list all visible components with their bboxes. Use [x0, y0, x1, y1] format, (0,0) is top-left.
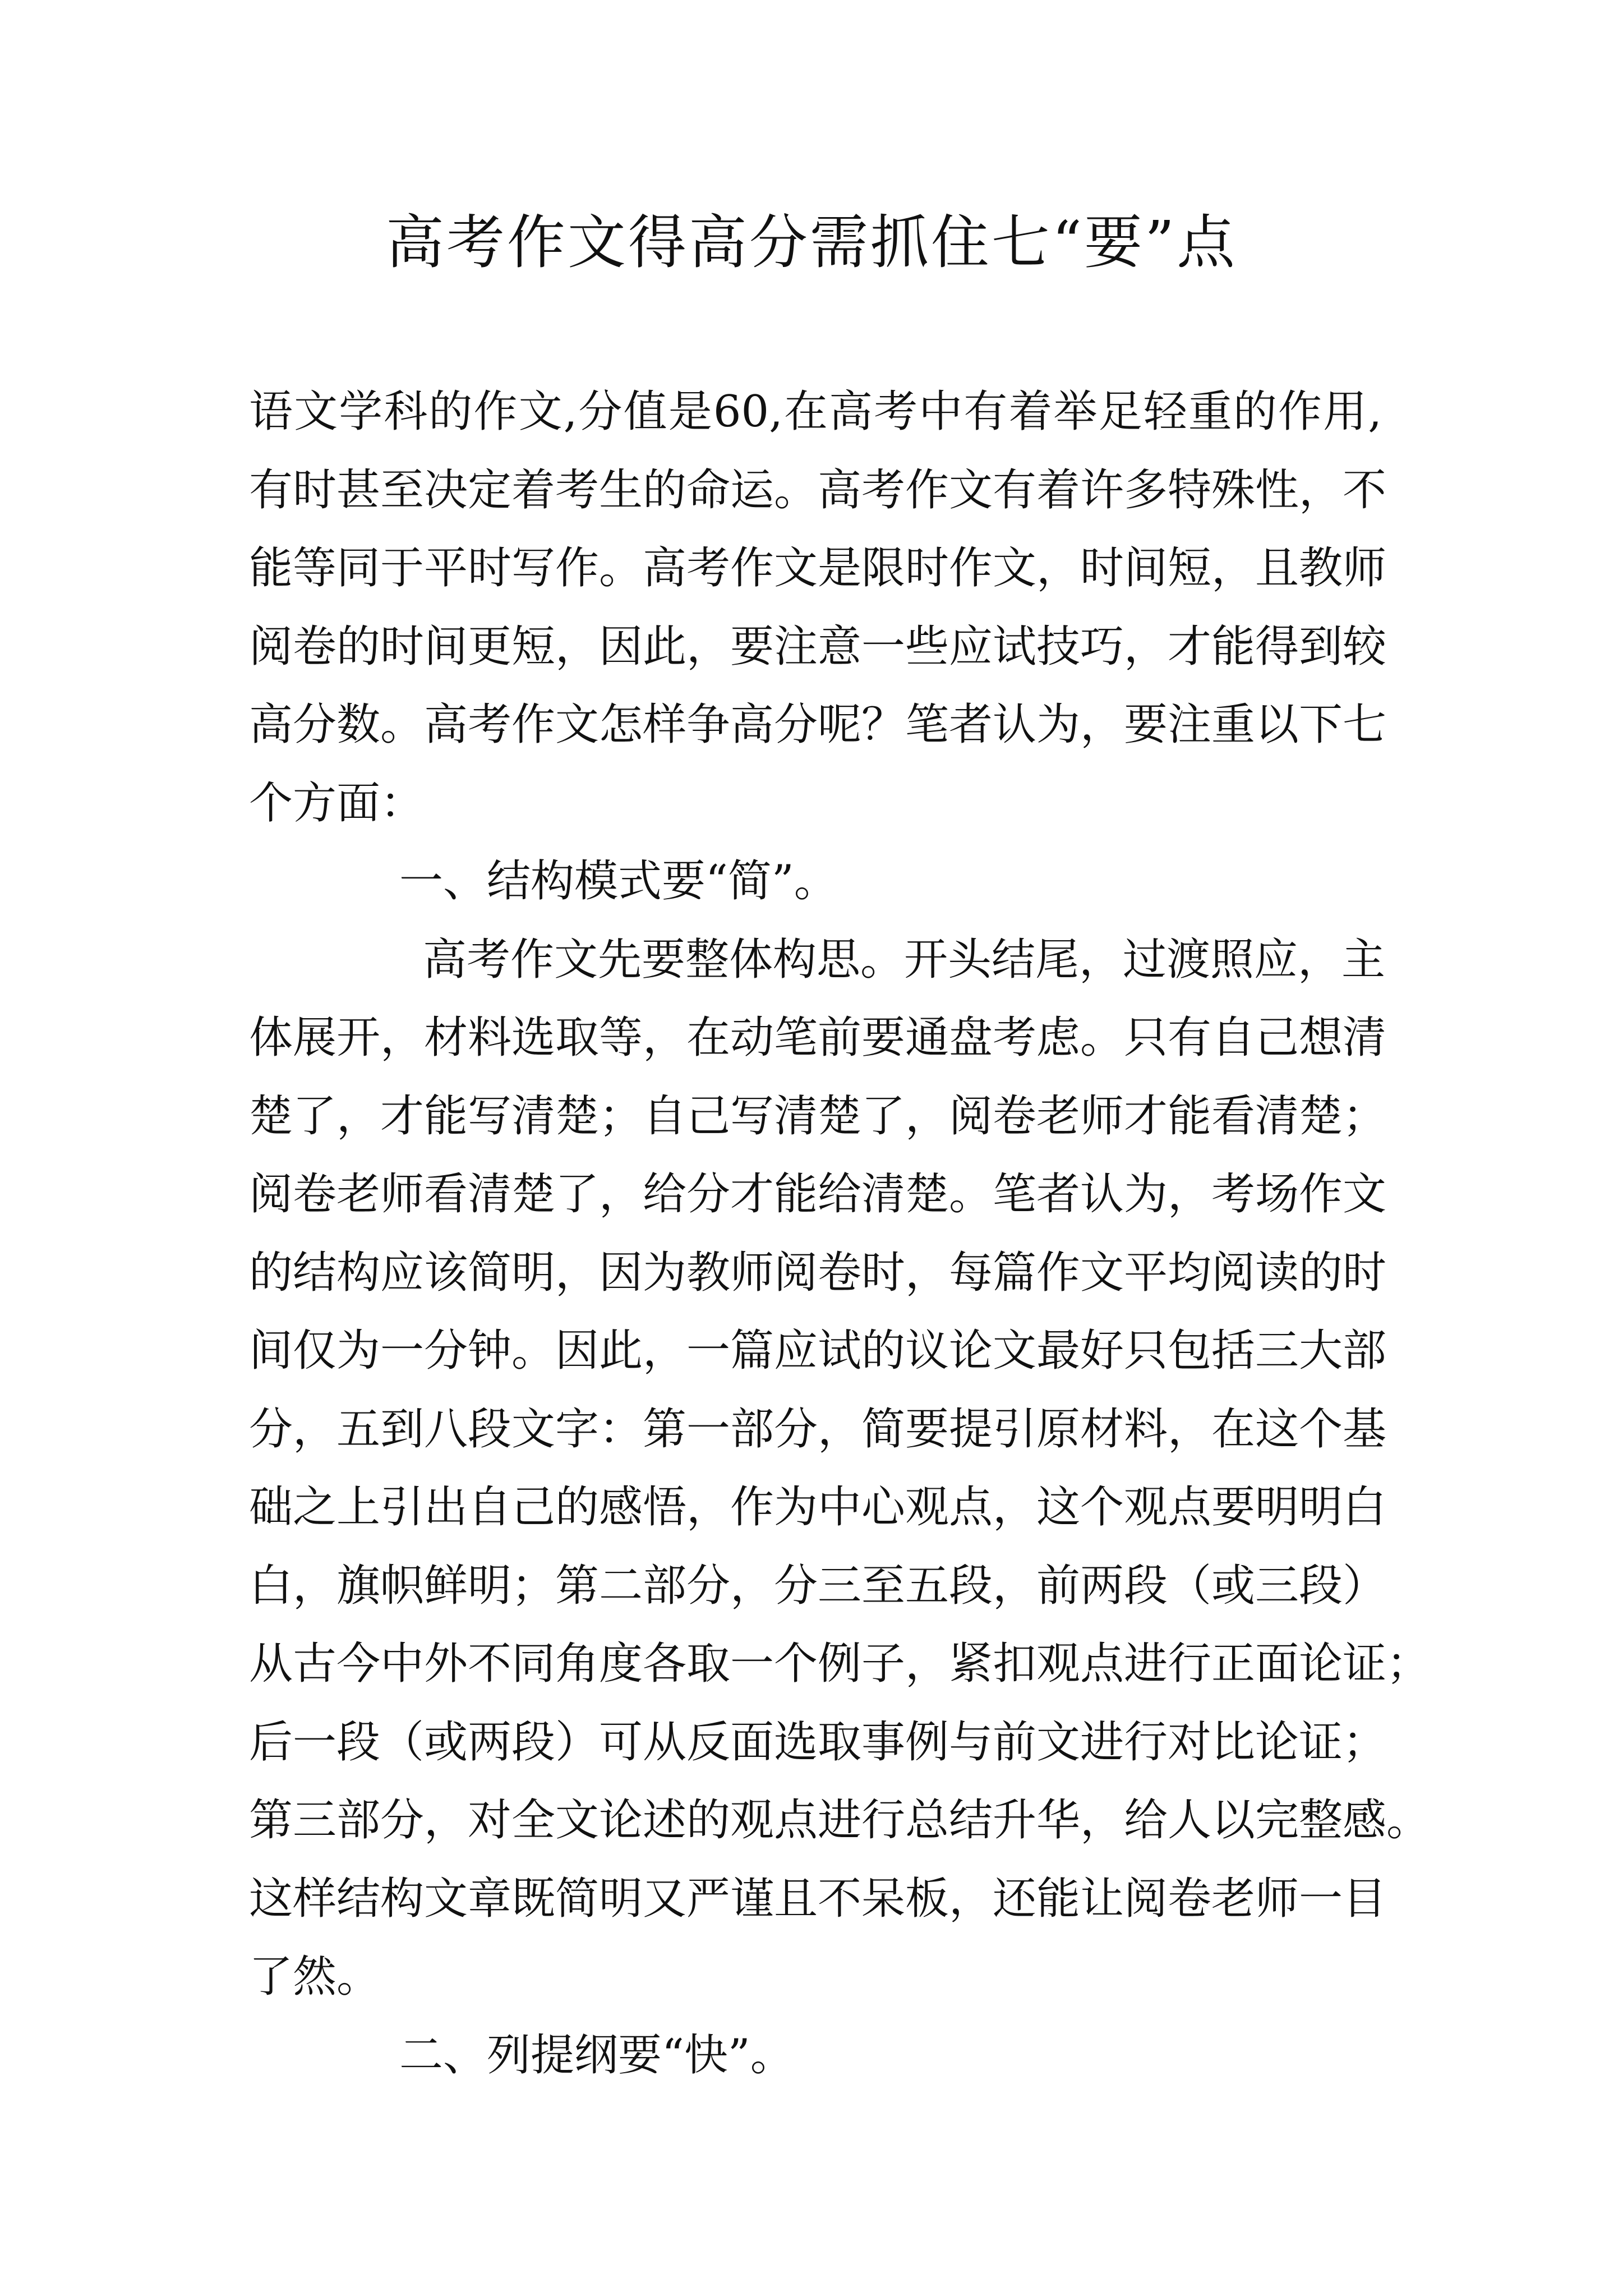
- body-line: 楚了，才能写清楚；自己写清楚了，阅卷老师才能看清楚；: [249, 1091, 1387, 1142]
- body-line: 第三部分，对全文论述的观点进行总结升华，给人以完整感。: [249, 1795, 1431, 1846]
- body-line: 分，五到八段文字：第一部分，简要提引原材料，在这个基: [249, 1404, 1387, 1455]
- body-line: 阅卷的时间更短，因此，要注意一些应试技巧，才能得到较: [249, 621, 1387, 672]
- section-heading: 一、结构模式要“简”。: [399, 856, 838, 907]
- body-line: 能等同于平时写作。高考作文是限时作文，时间短，且教师: [249, 543, 1387, 593]
- body-line: 间仅为一分钟。因此，一篇应试的议论文最好只包括三大部: [249, 1326, 1387, 1376]
- body-line: 个方面：: [249, 777, 425, 829]
- body-line: 有时甚至决定着考生的命运。高考作文有着许多特殊性，不: [249, 464, 1387, 516]
- body-line: 高考作文先要整体构思。开头结尾，过渡照应，主: [423, 934, 1386, 985]
- document-title: 高考作文得高分需抓住七“要”点: [385, 208, 1238, 277]
- body-line: 后一段（或两段）可从反面选取事例与前文进行对比论证；: [249, 1717, 1387, 1768]
- body-line: 体展开，材料选取等，在动笔前要通盘考虑。只有自己想清: [249, 1013, 1387, 1063]
- body-line: 了然。: [249, 1952, 381, 2002]
- section-heading: 二、列提纲要“快”。: [399, 2030, 794, 2081]
- body-line: 的结构应该简明，因为教师阅卷时，每篇作文平均阅读的时: [249, 1247, 1387, 1298]
- document-body: [249, 373, 1431, 2095]
- body-line: 阅卷老师看清楚了，给分才能给清楚。笔者认为，考场作文: [249, 1169, 1387, 1220]
- body-line: 这样结构文章既简明又严谨且不呆板，还能让阅卷老师一目: [249, 1873, 1387, 1924]
- body-line: 础之上引出自己的感悟，作为中心观点，这个观点要明明白: [249, 1482, 1387, 1533]
- body-line: 从古今中外不同角度各取一个例子，紧扣观点进行正面论证；: [249, 1639, 1431, 1689]
- body-line: 白，旗帜鲜明；第二部分，分三至五段，前两段（或三段）: [249, 1560, 1387, 1611]
- body-line: 高分数。高考作文怎样争高分呢？笔者认为，要注重以下七: [249, 700, 1387, 750]
- body-line: 语文学科的作文,分值是60,在高考中有着举足轻重的作用,: [249, 386, 1382, 437]
